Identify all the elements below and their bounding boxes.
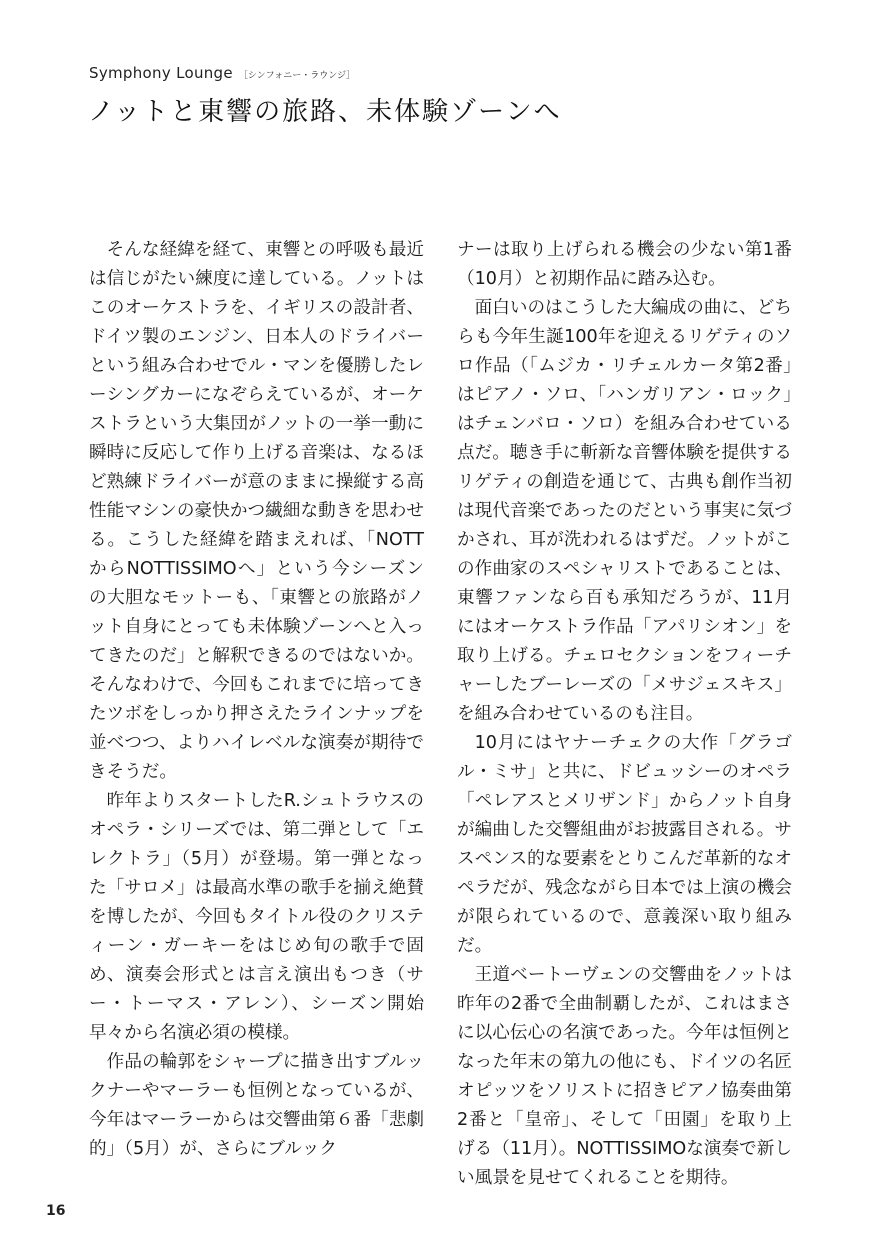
section-name: Symphony Lounge	[89, 64, 233, 82]
paragraph: 昨年よりスタートしたR.シュトラウスのオペラ・シリーズでは、第二弾として「エレクトラ」（5月）が登場。第一弾となった「サロメ」は最高水準の歌手を揃え絶賛を博したが、今回もタイトル役のクリスティーン・ガーキーをはじめ旬の歌手で固め、演奏会形式とは言え演出もつき（サー・トーマス・アレン）、シーズン開始早々から名演必須の模様。	[89, 791, 424, 1043]
paragraph: そんな経緯を経て、東響との呼吸も最近は信じがたい練度に達している。ノットはこのオーケストラを、イギリスの設計者、ドイツ製のエンジン、日本人のドライバーという組み合わせでル・マンを優勝したレーシングカーになぞらえているが、オーケストラという大集団がノットの一挙一動に瞬時に反応して作り上げる音楽は、なるほど熟練ドライバーが意のままに操縦する高性能マシンの豪快かつ繊細な動きを思わせる。こうした経緯を踏まえれば、「NOTTからNOTTISSIMOへ」という今シーズンの大胆なモットーも、「東響との旅路がノット自身にとっても未体験ゾーンへと入ってきたのだ」と解釈できるのではないか。そんなわけで、今回もこれまでに培ってきたツボをしっかり押さえたラインナップを並べつつ、よりハイレベルな演奏が期待できそうだ。	[89, 240, 424, 782]
paragraph: 王道ベートーヴェンの交響曲をノットは昨年の2番で全曲制覇したが、これはまさに以心伝心の名演であった。今年は恒例となった年末の第九の他にも、ドイツの名匠オピッツをソリストに招きピアノ協奏曲第2番と「皇帝」、そして「田園」を取り上げる（11月）。NOTTISSIMOな演奏で新しい風景を見せてくれることを期待。	[457, 965, 792, 1188]
article-column-left	[89, 236, 424, 1164]
article-title: ノットと東響の旅路、未体験ゾーンへ	[88, 97, 562, 127]
page-number: 16	[46, 1203, 66, 1219]
article-column-right	[457, 236, 792, 1193]
section-name-katakana: ［シンフォニー・ラウンジ］	[238, 71, 356, 81]
paragraph: 10月にはヤナーチェクの大作「グラゴル・ミサ」と共に、ドビュッシーのオペラ「ペレアスとメリザンド」からノット自身が編曲した交響組曲がお披露目される。サスペンス的な要素をとりこんだ革新的なオペラだが、残念ながら日本では上演の機会が限られているので、意義深い取り組みだ。	[457, 733, 792, 956]
paragraph: 面白いのはこうした大編成の曲に、どちらも今年生誕100年を迎えるリゲティのソロ作品（「ムジカ・リチェルカータ第2番」はピアノ・ソロ、「ハンガリアン・ロック」はチェンバロ・ソロ）を組み合わせている点だ。聴き手に斬新な音響体験を提供するリゲティの創造を通じて、古典も創作当初は現代音楽であったのだという事実に気づかされ、耳が洗われるはずだ。ノットがこの作曲家のスペシャリストであることは、東響ファンなら百も承知だろうが、11月にはオーケストラ作品「アパリシオン」を取り上げる。チェロセクションをフィーチャーしたブーレーズの「メサジェスキス」を組み合わせているのも注目。	[457, 298, 792, 724]
section-label	[89, 64, 355, 82]
paragraph: 作品の輪郭をシャープに描き出すブルックナーやマーラーも恒例となっているが、今年はマーラーからは交響曲第６番「悲劇的」（5月）が、さらにブルック	[89, 1052, 424, 1159]
paragraph-continuation: ナーは取り上げられる機会の少ない第1番（10月）と初期作品に踏み込む。	[457, 240, 792, 289]
